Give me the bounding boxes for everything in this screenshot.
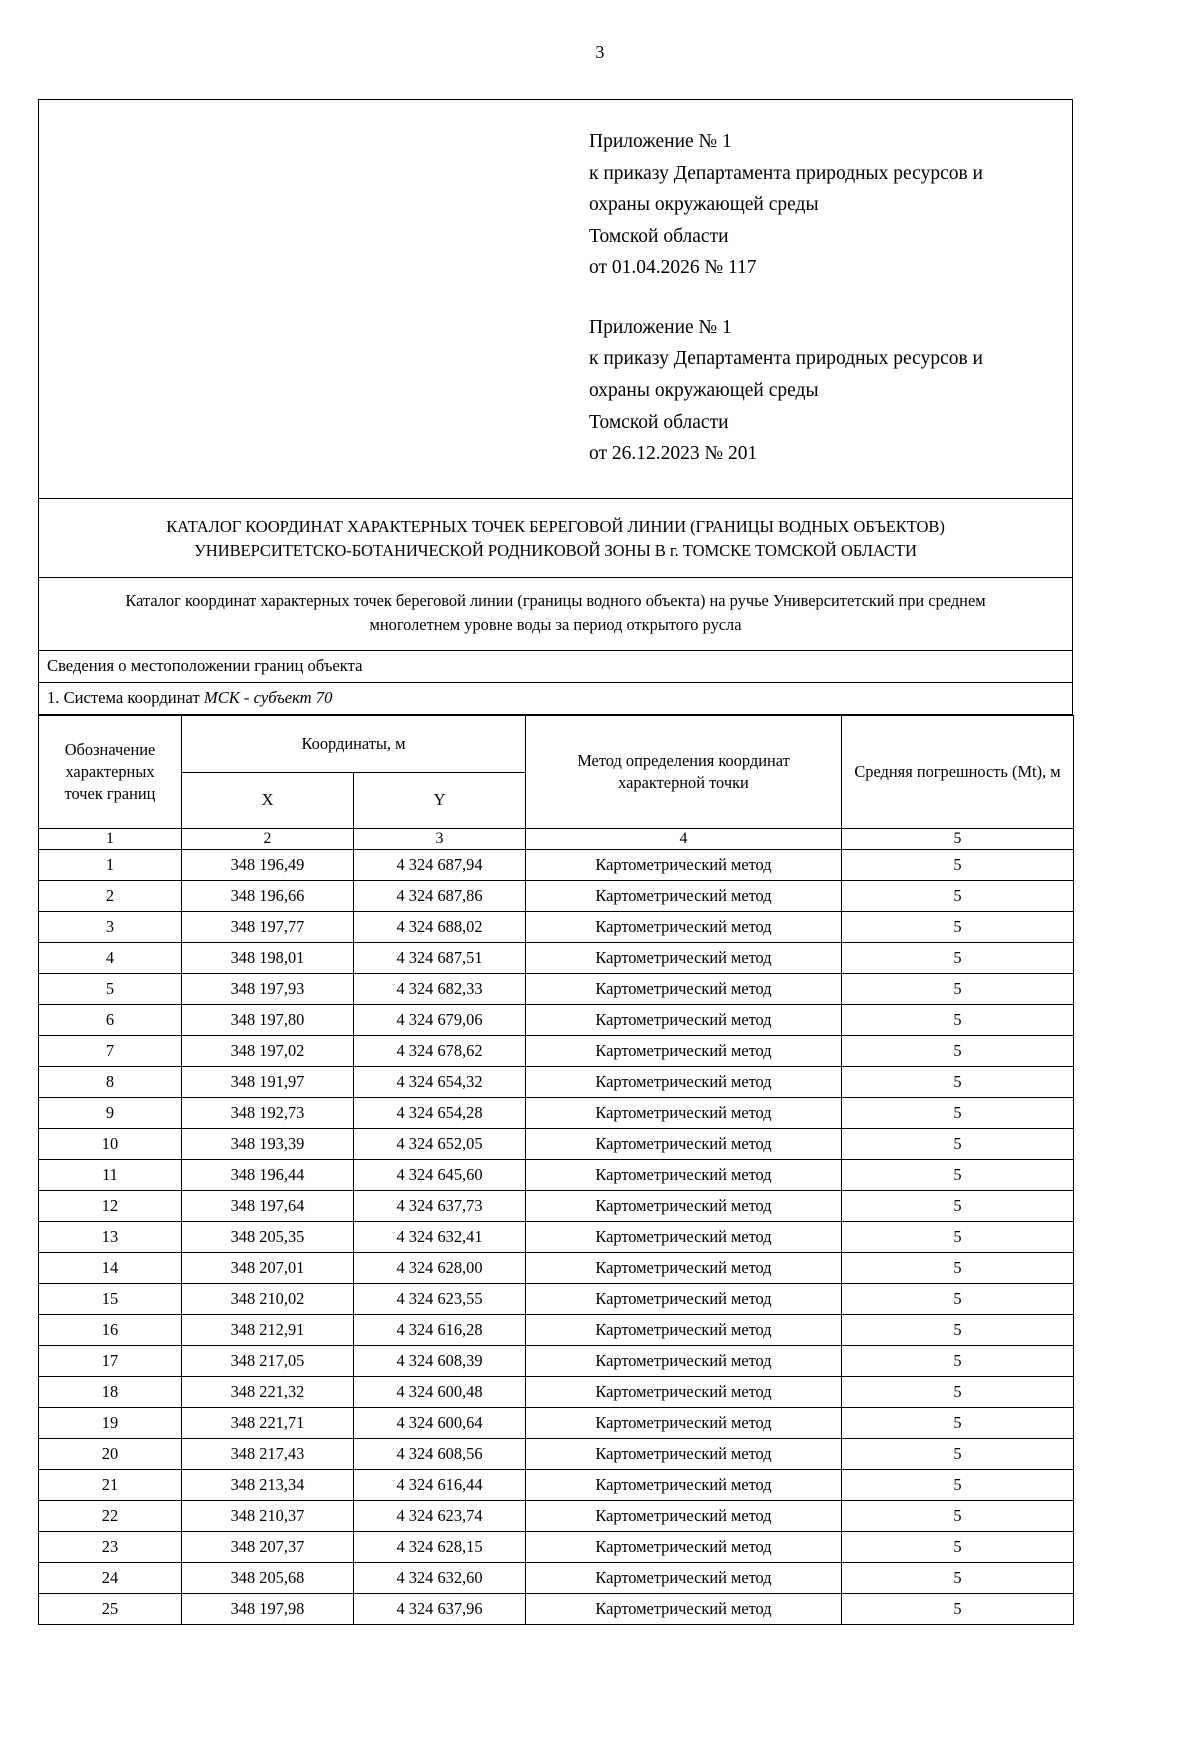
mean-error: 5 xyxy=(842,1563,1074,1594)
appendix-2-date-line: от 26.12.2023 № 201 xyxy=(589,443,758,465)
header-x: X xyxy=(182,772,354,829)
col-number-2: 2 xyxy=(182,829,354,850)
coordinate-x: 348 205,68 xyxy=(182,1563,354,1594)
table-column-numbers-row xyxy=(39,829,1074,850)
col-number-5: 5 xyxy=(842,829,1074,850)
mean-error: 5 xyxy=(842,1377,1074,1408)
coordinate-system-row xyxy=(39,683,1072,715)
coordinate-y: 4 324 632,41 xyxy=(354,1222,526,1253)
point-number: 17 xyxy=(39,1346,182,1377)
point-number: 21 xyxy=(39,1470,182,1501)
coordinate-x: 348 207,37 xyxy=(182,1532,354,1563)
determination-method: Картометрический метод xyxy=(526,1563,842,1594)
table-row xyxy=(39,1284,1074,1315)
determination-method: Картометрический метод xyxy=(526,1470,842,1501)
col-number-1: 1 xyxy=(39,829,182,850)
coordinate-y: 4 324 687,86 xyxy=(354,881,526,912)
mean-error: 5 xyxy=(842,974,1074,1005)
appendix-1-line-4: Томской области xyxy=(589,225,729,247)
mean-error: 5 xyxy=(842,1470,1074,1501)
determination-method: Картометрический метод xyxy=(526,1439,842,1470)
coordinate-x: 348 210,02 xyxy=(182,1284,354,1315)
coordinate-y: 4 324 687,51 xyxy=(354,943,526,974)
point-number: 24 xyxy=(39,1563,182,1594)
coordinate-x: 348 212,91 xyxy=(182,1315,354,1346)
header-mean-error: Средняя погрешность (Mt), м xyxy=(842,716,1074,829)
title-line-2: УНИВЕРСИТЕТСКО-БОТАНИЧЕСКОЙ РОДНИКОВОЙ ЗОНЫ В г. ТОМСКЕ ТОМСКОЙ ОБЛАСТИ xyxy=(194,540,917,560)
table-row xyxy=(39,1346,1074,1377)
table-row xyxy=(39,1501,1074,1532)
determination-method: Картометрический метод xyxy=(526,1005,842,1036)
coordinate-system-label: 1. Система координат xyxy=(47,688,200,708)
mean-error: 5 xyxy=(842,912,1074,943)
point-number: 6 xyxy=(39,1005,182,1036)
coordinate-y: 4 324 608,39 xyxy=(354,1346,526,1377)
coordinate-y: 4 324 623,55 xyxy=(354,1284,526,1315)
table-row xyxy=(39,1005,1074,1036)
appendix-block-2 xyxy=(589,312,1069,470)
header-coordinates-group: Координаты, м xyxy=(182,716,526,773)
col-number-3: 3 xyxy=(354,829,526,850)
appendix-1-line-2: к приказу Департамента природных ресурсов и xyxy=(589,162,983,184)
table-row xyxy=(39,1160,1074,1191)
appendix-1-date-line: от 01.04.2026 № 117 xyxy=(589,257,757,279)
determination-method: Картометрический метод xyxy=(526,1253,842,1284)
appendix-1-line-3: охраны окружающей среды xyxy=(589,194,819,216)
point-number: 12 xyxy=(39,1191,182,1222)
header-y: Y xyxy=(354,772,526,829)
subtitle-line-2: многолетнем уровне воды за период открытого русла xyxy=(369,615,742,635)
point-number: 25 xyxy=(39,1594,182,1625)
table-header-row xyxy=(39,716,1074,773)
coordinate-x: 348 217,05 xyxy=(182,1346,354,1377)
determination-method: Картометрический метод xyxy=(526,1036,842,1067)
determination-method: Картометрический метод xyxy=(526,1191,842,1222)
appendix-reference-block xyxy=(39,100,1072,499)
table-row xyxy=(39,943,1074,974)
appendix-2-line-1: Приложение № 1 xyxy=(589,316,732,338)
determination-method: Картометрический метод xyxy=(526,1346,842,1377)
coordinate-y: 4 324 679,06 xyxy=(354,1005,526,1036)
mean-error: 5 xyxy=(842,1098,1074,1129)
coordinate-y: 4 324 637,73 xyxy=(354,1191,526,1222)
coordinate-x: 348 197,80 xyxy=(182,1005,354,1036)
determination-method: Картометрический метод xyxy=(526,881,842,912)
subtitle-line-1: Каталог координат характерных точек береговой линии (границы водного объекта) на ручье Университетский при среднем xyxy=(125,590,986,610)
coordinate-x: 348 207,01 xyxy=(182,1253,354,1284)
point-number: 16 xyxy=(39,1315,182,1346)
coordinate-y: 4 324 687,94 xyxy=(354,850,526,881)
determination-method: Картометрический метод xyxy=(526,1594,842,1625)
coordinate-x: 348 191,97 xyxy=(182,1067,354,1098)
mean-error: 5 xyxy=(842,1222,1074,1253)
appendix-2-line-4: Томской области xyxy=(589,411,729,433)
document-subtitle xyxy=(39,578,1072,651)
table-row xyxy=(39,1439,1074,1470)
coordinate-y: 4 324 628,00 xyxy=(354,1253,526,1284)
object-location-info-row: Сведения о местоположении границ объекта xyxy=(39,651,1072,683)
determination-method: Картометрический метод xyxy=(526,1098,842,1129)
appendix-1-line-1: Приложение № 1 xyxy=(589,131,732,152)
determination-method: Картометрический метод xyxy=(526,1315,842,1346)
mean-error: 5 xyxy=(842,1532,1074,1563)
determination-method: Картометрический метод xyxy=(526,1129,842,1160)
point-number: 19 xyxy=(39,1408,182,1439)
appendix-block-1 xyxy=(589,126,1069,284)
coordinate-system-value: МСК - субъект 70 xyxy=(203,688,333,708)
mean-error: 5 xyxy=(842,1160,1074,1191)
mean-error: 5 xyxy=(842,881,1074,912)
coordinate-y: 4 324 600,48 xyxy=(354,1377,526,1408)
determination-method: Картометрический метод xyxy=(526,1532,842,1563)
mean-error: 5 xyxy=(842,1346,1074,1377)
mean-error: 5 xyxy=(842,1439,1074,1470)
determination-method: Картометрический метод xyxy=(526,1501,842,1532)
coordinate-y: 4 324 678,62 xyxy=(354,1036,526,1067)
mean-error: 5 xyxy=(842,943,1074,974)
coordinate-y: 4 324 645,60 xyxy=(354,1160,526,1191)
point-number: 1 xyxy=(39,850,182,881)
mean-error: 5 xyxy=(842,1005,1074,1036)
coordinate-x: 348 221,32 xyxy=(182,1377,354,1408)
page-number: 3 xyxy=(595,42,605,62)
point-number: 4 xyxy=(39,943,182,974)
document-title xyxy=(39,499,1072,578)
mean-error: 5 xyxy=(842,1191,1074,1222)
point-number: 10 xyxy=(39,1129,182,1160)
mean-error: 5 xyxy=(842,1408,1074,1439)
table-row xyxy=(39,1098,1074,1129)
point-number: 2 xyxy=(39,881,182,912)
mean-error: 5 xyxy=(842,850,1074,881)
point-number: 15 xyxy=(39,1284,182,1315)
point-number: 22 xyxy=(39,1501,182,1532)
table-row xyxy=(39,1408,1074,1439)
determination-method: Картометрический метод xyxy=(526,1377,842,1408)
determination-method: Картометрический метод xyxy=(526,943,842,974)
appendix-2-line-3: охраны окружающей среды xyxy=(589,380,819,402)
mean-error: 5 xyxy=(842,1253,1074,1284)
table-row xyxy=(39,1470,1074,1501)
coordinate-x: 348 221,71 xyxy=(182,1408,354,1439)
coordinate-x: 348 197,02 xyxy=(182,1036,354,1067)
point-number: 8 xyxy=(39,1067,182,1098)
coordinate-y: 4 324 654,28 xyxy=(354,1098,526,1129)
point-number: 18 xyxy=(39,1377,182,1408)
coordinate-x: 348 197,93 xyxy=(182,974,354,1005)
determination-method: Картометрический метод xyxy=(526,1284,842,1315)
table-row xyxy=(39,974,1074,1005)
coordinate-y: 4 324 688,02 xyxy=(354,912,526,943)
document-page xyxy=(0,42,1200,1740)
coordinate-x: 348 210,37 xyxy=(182,1501,354,1532)
coordinate-y: 4 324 616,28 xyxy=(354,1315,526,1346)
coordinate-x: 348 213,34 xyxy=(182,1470,354,1501)
table-row xyxy=(39,1377,1074,1408)
point-number: 5 xyxy=(39,974,182,1005)
document-frame xyxy=(38,99,1073,715)
appendix-2-line-2: к приказу Департамента природных ресурсов и xyxy=(589,348,983,370)
table-row xyxy=(39,1036,1074,1067)
table-row xyxy=(39,1315,1074,1346)
point-number: 14 xyxy=(39,1253,182,1284)
table-row xyxy=(39,850,1074,881)
coordinate-y: 4 324 608,56 xyxy=(354,1439,526,1470)
coordinate-x: 348 205,35 xyxy=(182,1222,354,1253)
coordinate-y: 4 324 600,64 xyxy=(354,1408,526,1439)
coordinate-y: 4 324 628,15 xyxy=(354,1532,526,1563)
determination-method: Картометрический метод xyxy=(526,1222,842,1253)
point-number: 3 xyxy=(39,912,182,943)
determination-method: Картометрический метод xyxy=(526,912,842,943)
determination-method: Картометрический метод xyxy=(526,1408,842,1439)
coordinate-x: 348 197,64 xyxy=(182,1191,354,1222)
coordinate-x: 348 197,98 xyxy=(182,1594,354,1625)
table-row xyxy=(39,912,1074,943)
point-number: 11 xyxy=(39,1160,182,1191)
mean-error: 5 xyxy=(842,1067,1074,1098)
mean-error: 5 xyxy=(842,1315,1074,1346)
table-body xyxy=(39,850,1074,1625)
mean-error: 5 xyxy=(842,1036,1074,1067)
coordinate-y: 4 324 637,96 xyxy=(354,1594,526,1625)
determination-method: Картометрический метод xyxy=(526,1067,842,1098)
col-number-4: 4 xyxy=(526,829,842,850)
table-row xyxy=(39,1253,1074,1284)
mean-error: 5 xyxy=(842,1501,1074,1532)
coordinate-x: 348 193,39 xyxy=(182,1129,354,1160)
coordinate-y: 4 324 632,60 xyxy=(354,1563,526,1594)
header-method: Метод определения координат характерной точки xyxy=(526,716,842,829)
point-number: 7 xyxy=(39,1036,182,1067)
mean-error: 5 xyxy=(842,1594,1074,1625)
table-row xyxy=(39,1594,1074,1625)
coordinate-y: 4 324 616,44 xyxy=(354,1470,526,1501)
determination-method: Картометрический метод xyxy=(526,1160,842,1191)
title-line-1: КАТАЛОГ КООРДИНАТ ХАРАКТЕРНЫХ ТОЧЕК БЕРЕГОВОЙ ЛИНИИ (ГРАНИЦЫ ВОДНЫХ ОБЪЕКТОВ) xyxy=(166,516,945,536)
coordinates-table xyxy=(38,715,1074,1625)
table-row xyxy=(39,881,1074,912)
mean-error: 5 xyxy=(842,1129,1074,1160)
table-row xyxy=(39,1129,1074,1160)
point-number: 9 xyxy=(39,1098,182,1129)
header-point-designation: Обозначение характерных точек границ xyxy=(39,716,182,829)
table-row xyxy=(39,1191,1074,1222)
table-row xyxy=(39,1532,1074,1563)
coordinate-y: 4 324 654,32 xyxy=(354,1067,526,1098)
coordinate-x: 348 197,77 xyxy=(182,912,354,943)
table-row xyxy=(39,1067,1074,1098)
determination-method: Картометрический метод xyxy=(526,850,842,881)
coordinate-x: 348 217,43 xyxy=(182,1439,354,1470)
determination-method: Картометрический метод xyxy=(526,974,842,1005)
coordinate-x: 348 196,66 xyxy=(182,881,354,912)
table-row xyxy=(39,1222,1074,1253)
coordinate-y: 4 324 652,05 xyxy=(354,1129,526,1160)
table-row xyxy=(39,1563,1074,1594)
coordinate-y: 4 324 682,33 xyxy=(354,974,526,1005)
coordinate-x: 348 192,73 xyxy=(182,1098,354,1129)
coordinate-y: 4 324 623,74 xyxy=(354,1501,526,1532)
point-number: 23 xyxy=(39,1532,182,1563)
mean-error: 5 xyxy=(842,1284,1074,1315)
point-number: 13 xyxy=(39,1222,182,1253)
coordinate-x: 348 196,49 xyxy=(182,850,354,881)
coordinate-x: 348 198,01 xyxy=(182,943,354,974)
point-number: 20 xyxy=(39,1439,182,1470)
coordinate-x: 348 196,44 xyxy=(182,1160,354,1191)
